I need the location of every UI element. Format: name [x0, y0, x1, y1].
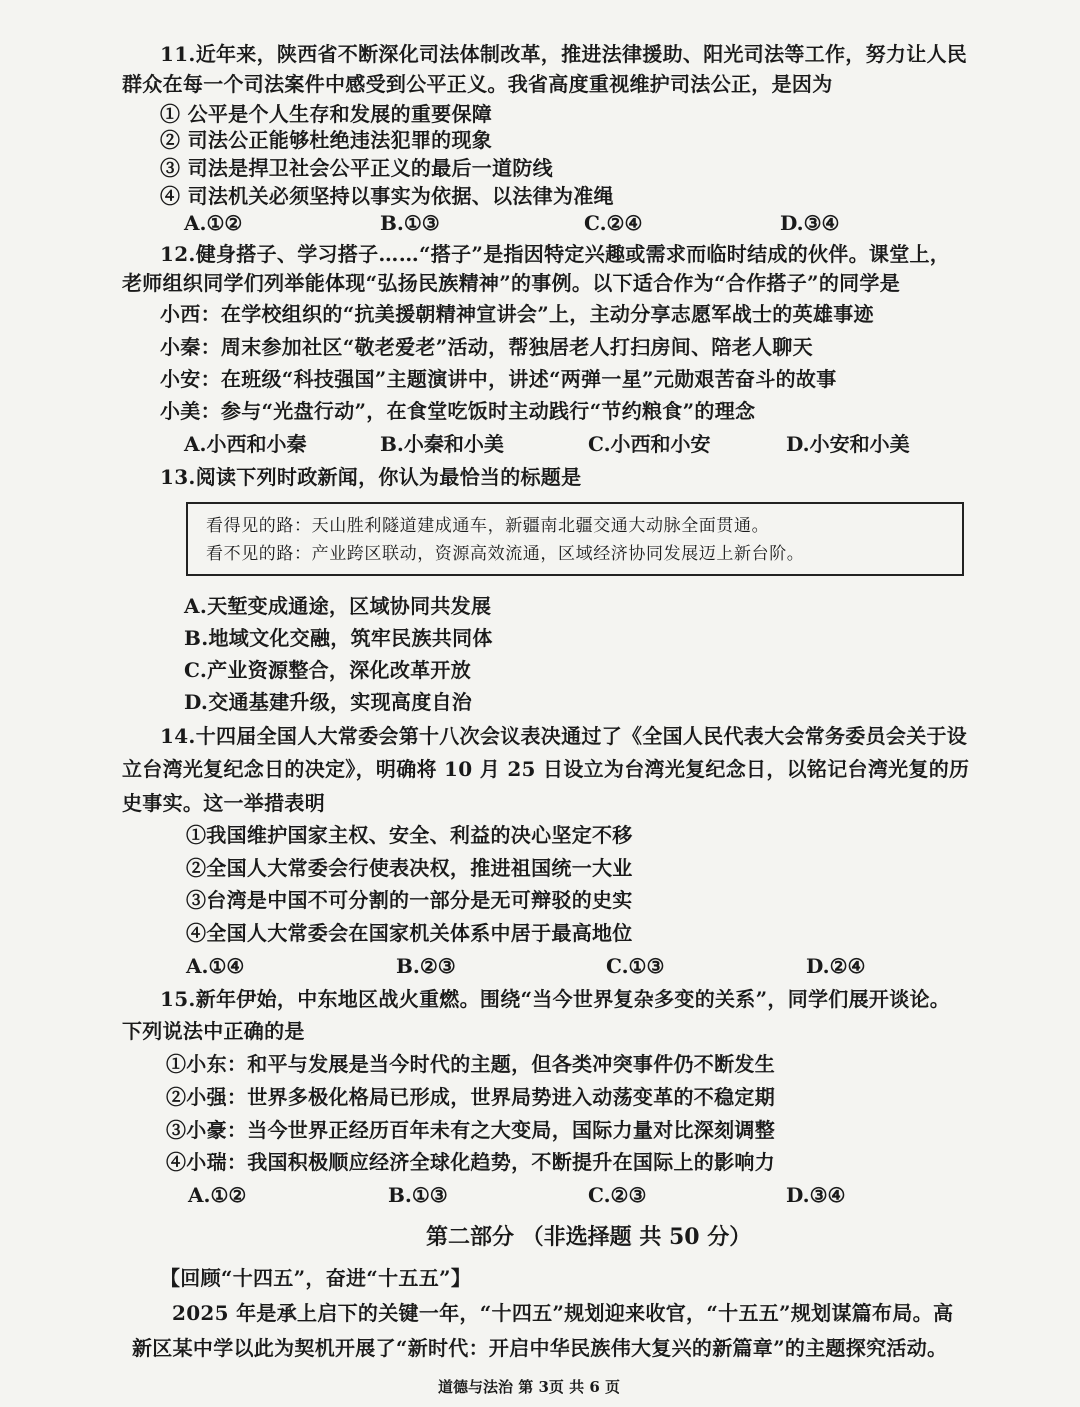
q15-stem-line2: 下列说法中正确的是 — [122, 1019, 305, 1043]
q15-option-b[interactable]: B.①③ — [388, 1183, 448, 1207]
q14-item-2: ②全国人大常委会行使表决权，推进祖国统一大业 — [186, 856, 633, 880]
q12-option-b[interactable]: B.小秦和小美 — [380, 432, 504, 456]
q14-option-b[interactable]: B.②③ — [396, 954, 456, 978]
q14-stem-line1: 14.十四届全国人大常委会第十八次会议表决通过了《全国人民代表大会常务委员会关于设 — [160, 724, 968, 748]
q11-item-3: ③ 司法是捍卫社会公平正义的最后一道防线 — [160, 156, 553, 180]
q13-news-box — [186, 502, 964, 576]
q13-option-d[interactable]: D.交通基建升级，实现高度自治 — [184, 690, 473, 714]
q14-option-d[interactable]: D.②④ — [806, 954, 866, 978]
q13-stem: 13.阅读下列时政新闻，你认为最恰当的标题是 — [160, 465, 582, 489]
q12-option-c[interactable]: C.小西和小安 — [588, 432, 711, 456]
q13-news-line2: 看不见的路：产业跨区联动，资源高效流通，区域经济协同发展迈上新台阶。 — [206, 544, 805, 564]
q11-item-2: ② 司法公正能够杜绝违法犯罪的现象 — [160, 128, 493, 152]
q12-option-a[interactable]: A.小西和小秦 — [184, 432, 307, 456]
q15-item-4: ④小瑞：我国积极顺应经济全球化趋势，不断提升在国际上的影响力 — [166, 1150, 775, 1174]
q12-stem-line2: 老师组织同学们列举能体现“弘扬民族精神”的事例。以下适合作为“合作搭子”的同学是 — [122, 271, 901, 295]
q11-option-c[interactable]: C.②④ — [584, 211, 643, 235]
part2-para-line2: 新区某中学以此为契机开展了“新时代：开启中华民族伟大复兴的新篇章”的主题探究活动。 — [132, 1336, 948, 1360]
q11-stem-line1: 11.近年来，陕西省不断深化司法体制改革，推进法律援助、阳光司法等工作，努力让人民 — [160, 42, 968, 66]
q14-option-c[interactable]: C.①③ — [606, 954, 665, 978]
page-footer: 道德与法治 第 3页 共 6 页 — [438, 1378, 620, 1396]
q14-stem-line3: 史事实。这一举措表明 — [122, 791, 325, 815]
q11-stem-line2: 群众在每一个司法案件中感受到公平正义。我省高度重视维护司法公正，是因为 — [122, 72, 833, 96]
q13-option-c[interactable]: C.产业资源整合，深化改革开放 — [184, 658, 472, 682]
q14-option-a[interactable]: A.①④ — [186, 954, 245, 978]
q14-stem-line2: 立台湾光复纪念日的决定》，明确将 10 月 25 日设立为台湾光复纪念日，以铭记台湾光复的历 — [122, 757, 970, 781]
q14-item-1: ①我国维护国家主权、安全、利益的决心坚定不移 — [186, 823, 633, 847]
q12-item-2: 小秦：周末参加社区“敬老爱老”活动，帮独居老人打扫房间、陪老人聊天 — [160, 335, 813, 359]
q13-option-b[interactable]: B.地域文化交融，筑牢民族共同体 — [184, 626, 493, 650]
q15-option-c[interactable]: C.②③ — [588, 1183, 647, 1207]
q11-option-d[interactable]: D.③④ — [780, 211, 840, 235]
part2-para-line1: 2025 年是承上启下的关键一年，“十四五”规划迎来收官，“十五五”规划谋篇布局。高 — [172, 1301, 954, 1325]
q15-item-1: ①小东：和平与发展是当今时代的主题，但各类冲突事件仍不断发生 — [166, 1052, 775, 1076]
q11-option-b[interactable]: B.①③ — [380, 211, 440, 235]
q12-item-4: 小美：参与“光盘行动”，在食堂吃饭时主动践行“节约粮食”的理念 — [160, 399, 756, 423]
part2-heading: 【回顾“十四五”，奋进“十五五”】 — [160, 1266, 472, 1290]
q12-item-1: 小西：在学校组织的“抗美援朝精神宣讲会”上，主动分享志愿军战士的英雄事迹 — [160, 302, 874, 326]
part2-title: 第二部分 （非选择题 共 50 分） — [426, 1224, 752, 1250]
q11-item-1: ① 公平是个人生存和发展的重要保障 — [160, 102, 493, 126]
q13-option-a[interactable]: A.天堑变成通途，区域协同共发展 — [184, 594, 492, 618]
q13-news-line1: 看得见的路：天山胜利隧道建成通车，新疆南北疆交通大动脉全面贯通。 — [206, 516, 770, 536]
q12-stem-line1: 12.健身搭子、学习搭子……“搭子”是指因特定兴趣或需求而临时结成的伙伴。课堂上， — [160, 242, 951, 266]
q14-item-3: ③台湾是中国不可分割的一部分是无可辩驳的史实 — [186, 888, 633, 912]
q15-option-d[interactable]: D.③④ — [786, 1183, 846, 1207]
q15-option-a[interactable]: A.①② — [188, 1183, 247, 1207]
q12-item-3: 小安：在班级“科技强国”主题演讲中，讲述“两弹一星”元勋艰苦奋斗的故事 — [160, 367, 837, 391]
q11-item-4: ④ 司法机关必须坚持以事实为依据、以法律为准绳 — [160, 184, 614, 208]
q15-item-2: ②小强：世界多极化格局已形成，世界局势进入动荡变革的不稳定期 — [166, 1085, 775, 1109]
q14-item-4: ④全国人大常委会在国家机关体系中居于最高地位 — [186, 921, 633, 945]
q15-item-3: ③小豪：当今世界正经历百年未有之大变局，国际力量对比深刻调整 — [166, 1118, 775, 1142]
q15-stem-line1: 15.新年伊始，中东地区战火重燃。围绕“当今世界复杂多变的关系”，同学们展开谈论。 — [160, 987, 951, 1011]
q11-option-a[interactable]: A.①② — [184, 211, 243, 235]
q12-option-d[interactable]: D.小安和小美 — [786, 432, 910, 456]
